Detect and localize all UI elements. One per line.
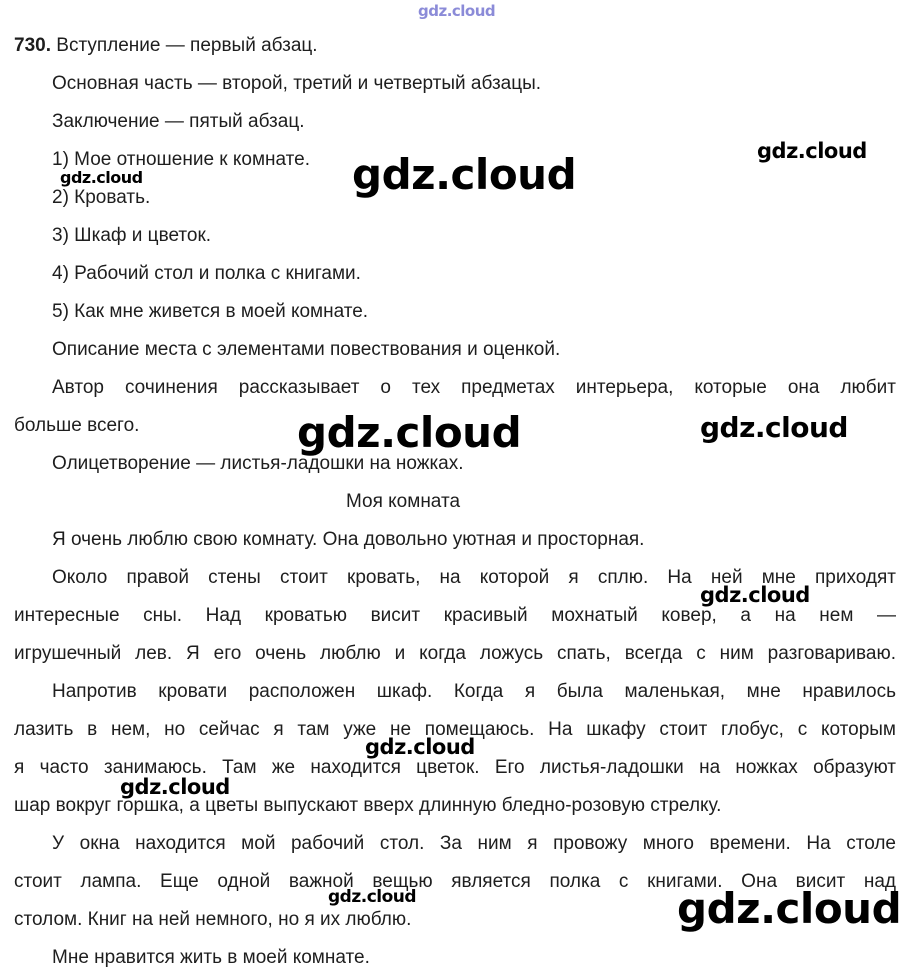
watermark: gdz.cloud (352, 150, 577, 199)
watermark: gdz.cloud (328, 887, 417, 907)
task-line-conclusion: Заключение — пятый абзац. (52, 111, 305, 132)
watermark: gdz.cloud (297, 408, 522, 457)
watermark: gdz.cloud (120, 775, 230, 799)
watermark: gdz.cloud (365, 735, 475, 759)
plan-item-3: 3) Шкаф и цветок. (52, 225, 212, 246)
essay-line: Я очень люблю свою комнату. Она довольно уютная и просторная. (52, 529, 645, 550)
essay-line: стоит лампа. Еще одной важной вещью является полка с книгами. Она висит над (14, 871, 896, 892)
essay-line: интересные сны. Над кроватью висит красивый мохнатый ковер, а на нем — (14, 605, 896, 626)
essay-title: Моя комната (345, 491, 461, 512)
task-number: 730. (14, 35, 51, 56)
task-line-author-cont: больше всего. (14, 415, 140, 436)
essay-line: Напротив кровати расположен шкаф. Когда я была маленькая, мне нравилось (52, 681, 896, 702)
essay-line: игрушечный лев. Я его очень люблю и когда ложусь спать, всегда с ним разговариваю. (14, 643, 896, 664)
watermark: gdz.cloud (757, 139, 867, 163)
plan-item-1: 1) Мое отношение к комнате. (52, 149, 311, 170)
essay-line: лазить в нем, но сейчас я там уже не помещаюсь. На шкафу стоит глобус, с которым (14, 719, 896, 740)
plan-item-5: 5) Как мне живется в моей комнате. (52, 301, 369, 322)
task-line-personification: Олицетворение — листья-ладошки на ножках. (52, 453, 464, 474)
plan-item-4: 4) Рабочий стол и полка с книгами. (52, 263, 361, 284)
essay-line: я часто занимаюсь. Там же находится цветок. Его листья-ладошки на ножках образуют (14, 757, 896, 778)
essay-line: Мне нравится жить в моей комнате. (52, 947, 370, 968)
task-line-main-part: Основная часть — второй, третий и четвертый абзацы. (52, 73, 542, 94)
watermark: gdz.cloud (60, 168, 143, 187)
task-line-text: Вступление — первый абзац. (56, 35, 318, 56)
task-line-text-type: Описание места с элементами повествования и оценкой. (52, 339, 561, 360)
watermark: gdz.cloud (677, 884, 902, 933)
watermark: gdz.cloud (418, 2, 496, 20)
essay-line: У окна находится мой рабочий стол. За ним я провожу много времени. На столе (52, 833, 896, 854)
essay-line: шар вокруг горшка, а цветы выпускают вверх длинную бледно-розовую стрелку. (14, 795, 722, 816)
task-line-intro (14, 35, 318, 57)
essay-line: Около правой стены стоит кровать, на которой я сплю. На ней мне приходят (52, 567, 896, 588)
watermark: gdz.cloud (700, 411, 848, 444)
task-line-author: Автор сочинения рассказывает о тех предметах интерьера, которые она любит (52, 377, 896, 398)
watermark: gdz.cloud (700, 583, 810, 607)
plan-item-2: 2) Кровать. (52, 187, 151, 208)
essay-line: столом. Книг на ней немного, но я их люблю. (14, 909, 412, 930)
